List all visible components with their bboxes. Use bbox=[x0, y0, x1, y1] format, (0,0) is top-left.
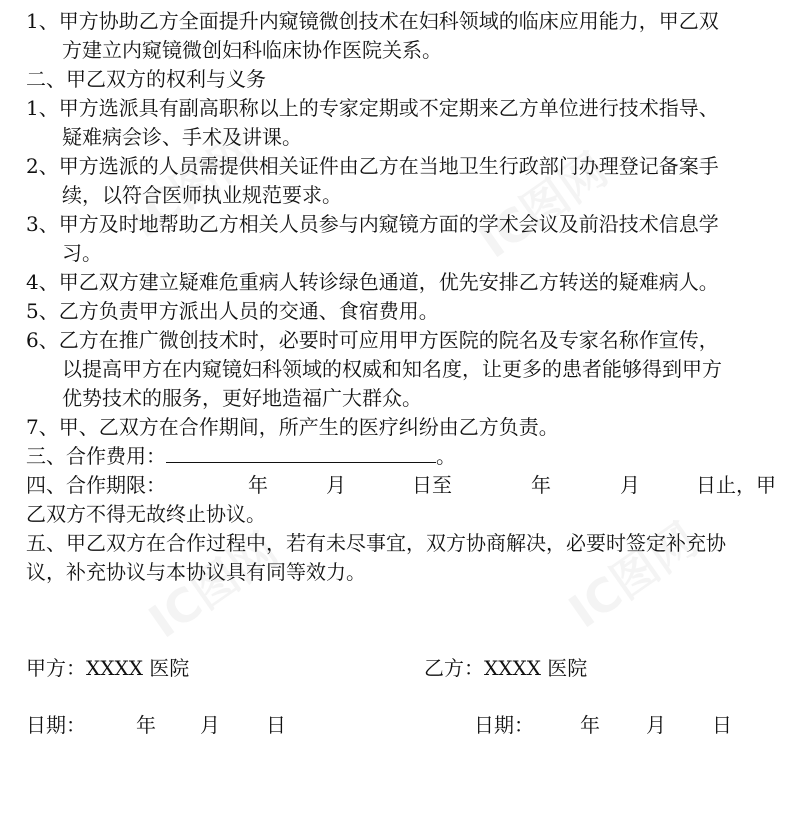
section-5-line-2: 议，补充协议与本协议具有同等效力。 bbox=[26, 560, 366, 584]
fee-end: 。 bbox=[436, 444, 456, 468]
date-a-month: 月 bbox=[200, 713, 220, 737]
date-a-day: 日 bbox=[266, 713, 286, 737]
date-b-day: 日 bbox=[712, 713, 732, 737]
right-3-line-1: 3、甲方及时地帮助乙方相关人员参与内窥镜方面的学术会议及前沿技术信息学 bbox=[26, 212, 719, 236]
clause-1-line-2: 方建立内窥镜微创妇科临床协作医院关系。 bbox=[62, 38, 442, 62]
watermark bbox=[554, 505, 709, 641]
fee-label: 三、合作费用： bbox=[26, 444, 166, 468]
term-label: 四、合作期限： bbox=[26, 473, 166, 497]
date-a-year: 年 bbox=[136, 713, 156, 737]
term-day-to: 日止，甲 bbox=[696, 473, 776, 497]
clause-1-line-1: 1、甲方协助乙方全面提升内窥镜微创技术在妇科领域的临床应用能力，甲乙双 bbox=[26, 9, 719, 33]
right-2-line-1: 2、甲方选派的人员需提供相关证件由乙方在当地卫生行政部门办理登记备案手 bbox=[26, 154, 719, 178]
party-b-date bbox=[474, 712, 774, 738]
date-b-label: 日期： bbox=[474, 713, 534, 737]
right-7: 7、甲、乙双方在合作期间，所产生的医疗纠纷由乙方负责。 bbox=[26, 415, 559, 439]
right-1-line-2: 疑难病会诊、手术及讲课。 bbox=[62, 125, 302, 149]
right-3-line-2: 习。 bbox=[62, 241, 102, 265]
section-2-title: 二、甲乙双方的权利与义务 bbox=[26, 67, 266, 91]
right-4: 4、甲乙双方建立疑难危重病人转诊绿色通道，优先安排乙方转送的疑难病人。 bbox=[26, 270, 719, 294]
party-b-signature: 乙方：XXXX 医院 bbox=[424, 656, 588, 680]
section-5-line-1: 五、甲乙双方在合作过程中，若有未尽事宜，双方协商解决，必要时签定补充协 bbox=[26, 531, 726, 555]
section-3-fee bbox=[26, 443, 456, 469]
right-6-line-3: 优势技术的服务，更好地造福广大群众。 bbox=[62, 386, 422, 410]
date-b-month: 月 bbox=[646, 713, 666, 737]
section-4-line-2: 乙双方不得无故终止协议。 bbox=[26, 502, 266, 526]
date-a-label: 日期： bbox=[26, 713, 86, 737]
term-month: 月 bbox=[326, 473, 346, 497]
right-1-line-1: 1、甲方选派具有副高职称以上的专家定期或不定期来乙方单位进行技术指导、 bbox=[26, 96, 719, 120]
section-4-term bbox=[26, 472, 786, 498]
fee-blank bbox=[166, 444, 436, 463]
party-a-date bbox=[26, 712, 326, 738]
date-b-year: 年 bbox=[580, 713, 600, 737]
term-year: 年 bbox=[248, 473, 268, 497]
term-month-2: 月 bbox=[620, 473, 640, 497]
right-6-line-2: 以提高甲方在内窥镜妇科领域的权威和知名度，让更多的患者能够得到甲方 bbox=[62, 357, 722, 381]
term-day-from: 日至 bbox=[412, 473, 452, 497]
term-year-2: 年 bbox=[531, 473, 551, 497]
right-5: 5、乙方负责甲方派出人员的交通、食宿费用。 bbox=[26, 299, 439, 323]
right-6-line-1: 6、乙方在推广微创技术时，必要时可应用甲方医院的院名及专家名称作宣传， bbox=[26, 328, 719, 352]
right-2-line-2: 续，以符合医师执业规范要求。 bbox=[62, 183, 342, 207]
party-a-signature: 甲方：XXXX 医院 bbox=[26, 656, 190, 680]
